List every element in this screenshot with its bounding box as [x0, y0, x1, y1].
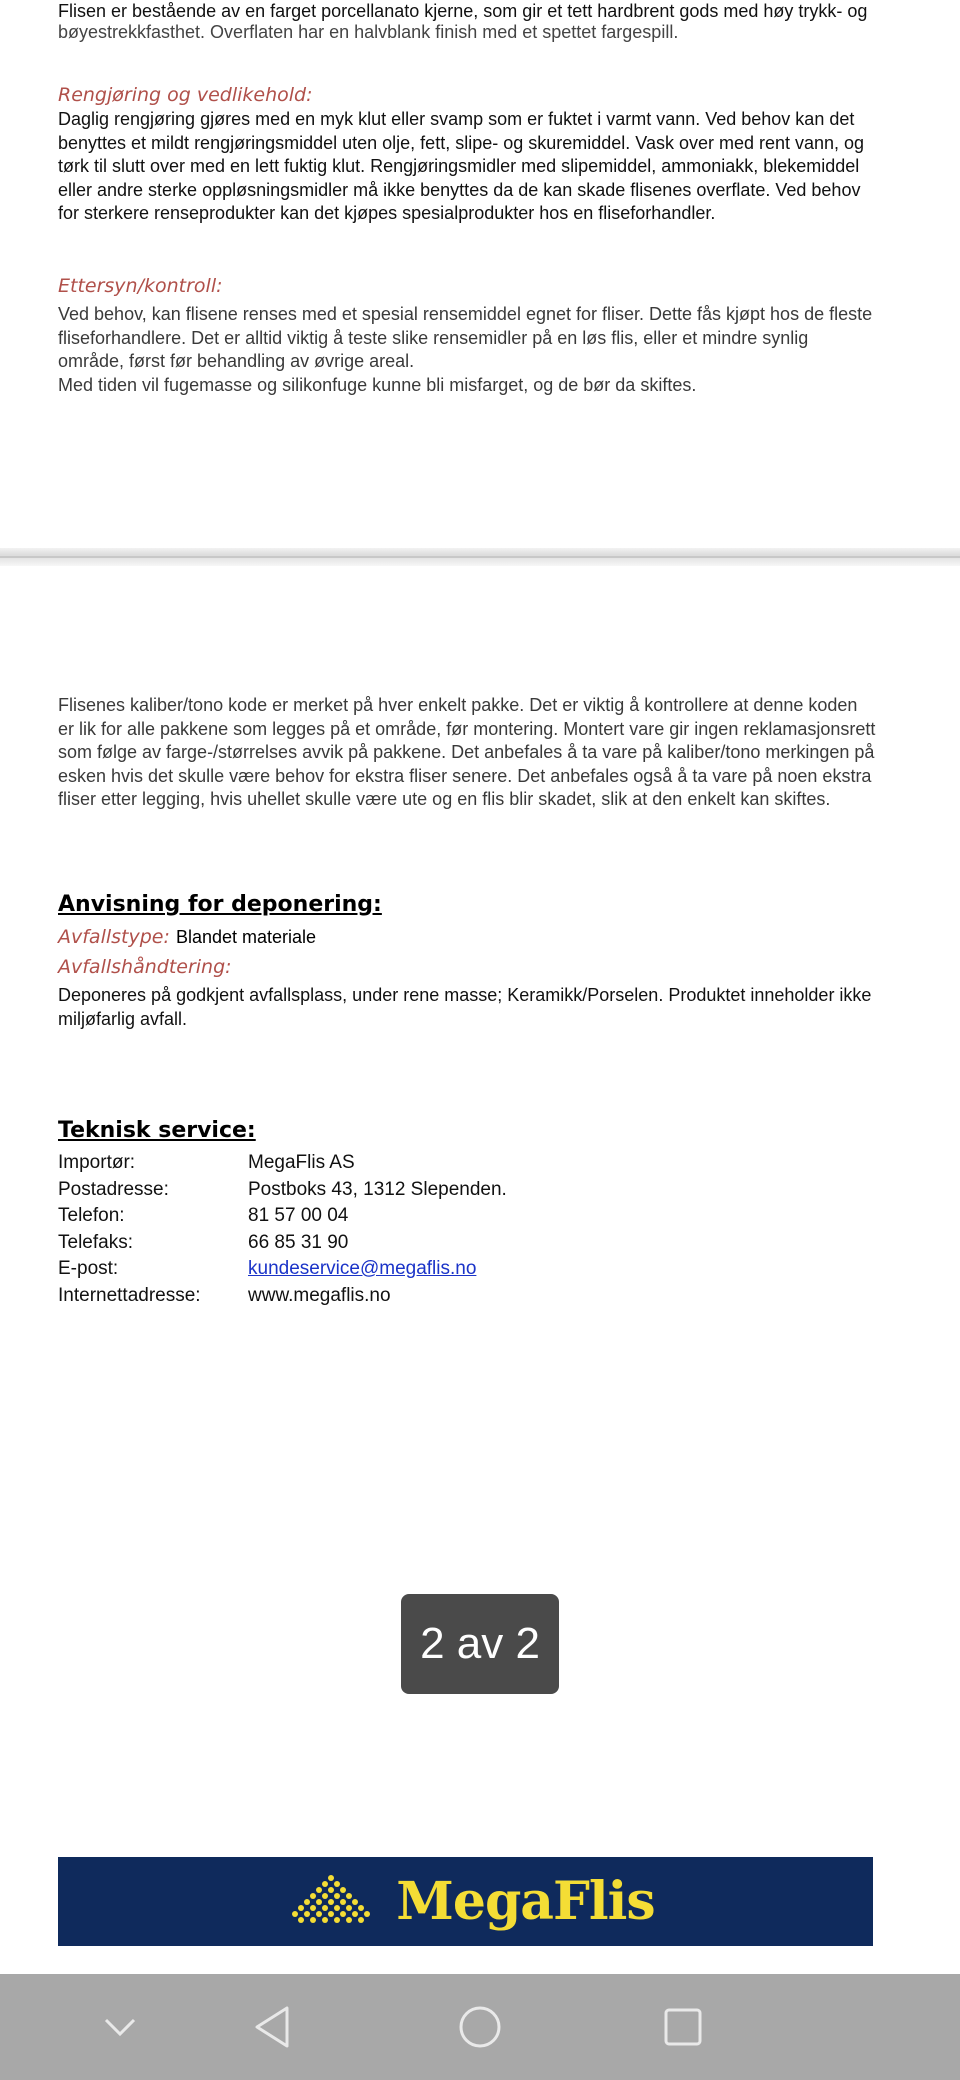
tech-row — [58, 1177, 507, 1204]
tech-row — [58, 1256, 507, 1283]
tech-label: Telefon: — [58, 1205, 125, 1226]
chevron-down-icon — [100, 2007, 140, 2047]
recents-icon — [661, 2005, 705, 2049]
inspection-text-1: Ved behov, kan flisene renses med et spesial rensemiddel egnet for fliser. Dette fås kjøpt hos de fleste fliseforhandlere. Det er alltid viktig å teste slike rensemidler på en løs flis, eller et mindre synlig område, først før behandling av øvrige areal. — [58, 304, 873, 371]
home-button[interactable] — [455, 2002, 505, 2052]
cleaning-text: Daglig rengjøring gjøres med en myk klut eller svamp som er fuktet i varmt vann. Ved behov kan det benyttes et mildt rengjøringsmiddel uten olje, fett, slipe- og skuremiddel. Vask over med rent vann, og tørk til slutt over med en lett fuktig klut. Rengjøringsmidler med slipemiddel, ammoniakk, blekemiddel eller andre sterke oppløsningsmidler må ikke benyttes da de kan skade flisenes overflate. Ved behov for sterkere renseprodukter kan det kjøpes spesialprodukter hos en fliseforhandler. — [58, 109, 865, 223]
inspection-text-2: Med tiden vil fugemasse og silikonfuge kunne bli misfarget, og de bør da skiftes. — [58, 375, 697, 395]
tech-value: Postboks 43, 1312 Slependen. — [248, 1178, 507, 1200]
tech-row — [58, 1283, 507, 1310]
tech-service-heading: Teknisk service: — [58, 1118, 256, 1143]
megaflis-logo-banner — [58, 1857, 873, 1946]
tech-row — [58, 1230, 507, 1257]
tech-label: Telefaks: — [58, 1231, 133, 1253]
document-page-1 — [0, 0, 960, 548]
waste-handling-text: Deponeres på godkjent avfallsplass, under rene masse; Keramikk/Porselen. Produktet inneholder ikke miljøfarlig avfall. — [58, 985, 872, 1029]
page-separator-line — [0, 556, 960, 558]
recents-button[interactable] — [658, 2002, 708, 2052]
tech-service-table — [58, 1150, 507, 1309]
back-icon — [251, 2004, 297, 2050]
tech-value: 81 57 00 04 — [248, 1205, 349, 1226]
inspection-heading: Ettersyn/kontroll: — [58, 275, 223, 297]
tech-value: MegaFlis AS — [248, 1152, 355, 1173]
hide-keyboard-button[interactable] — [95, 2002, 145, 2052]
intro-line-1: Flisen er bestående av en farget porcellanato kjerne, som gir et tett hardbrent gods med høy trykk- og — [58, 1, 868, 21]
tech-row — [58, 1203, 507, 1230]
waste-type: Avfallstype: Blandet materiale — [58, 926, 317, 948]
tech-label: Importør: — [58, 1152, 136, 1173]
tech-label: Internettadresse: — [58, 1284, 201, 1306]
caliber-text: Flisenes kaliber/tono kode er merket på hver enkelt pakke. Det er viktig å kontrollere at denne koden er lik for alle pakkene som legges på et område, før montering. Montert vare gir ingen reklamasjonsrett som følge av farge-/størrelses avvik på pakkene. Det anbefales å ta vare på kaliber/tono merkingen på esken hvis det skulle være behov for ekstra fliser senere. Det anbefales også å ta vare på noen ekstra fliser etter legging, hvis uhellet skulle være ute og en flis blir skadet, slik at den enkelt kan skiftes. — [58, 695, 876, 809]
android-navigation-bar — [0, 1974, 960, 2080]
intro-line-2: bøyestrekkfasthet. Overflaten har en halvblank finish med et spettet fargespill. — [58, 22, 679, 42]
waste-type-label: Avfallstype — [58, 926, 164, 948]
waste-handling-label: Avfallshåndtering: — [58, 956, 232, 978]
tech-label: Postadresse: — [58, 1178, 169, 1200]
logo-text: MegaFlis — [396, 1871, 655, 1932]
tech-value: 66 85 31 90 — [248, 1231, 349, 1253]
waste-type-value: Blandet materiale — [175, 927, 317, 947]
email-link[interactable]: kundeservice@megaflis.no — [248, 1258, 477, 1279]
tile-pattern-icon — [276, 1872, 386, 1932]
home-icon — [457, 2004, 503, 2050]
tech-row — [58, 1150, 507, 1177]
back-button[interactable] — [249, 2002, 299, 2052]
tech-value: www.megaflis.no — [248, 1284, 391, 1306]
disposal-heading: Anvisning for deponering: — [58, 892, 382, 917]
tech-label: E-post: — [58, 1258, 119, 1279]
page-indicator-toast: 2 av 2 — [401, 1594, 559, 1694]
cleaning-heading: Rengjøring og vedlikehold: — [58, 84, 313, 106]
